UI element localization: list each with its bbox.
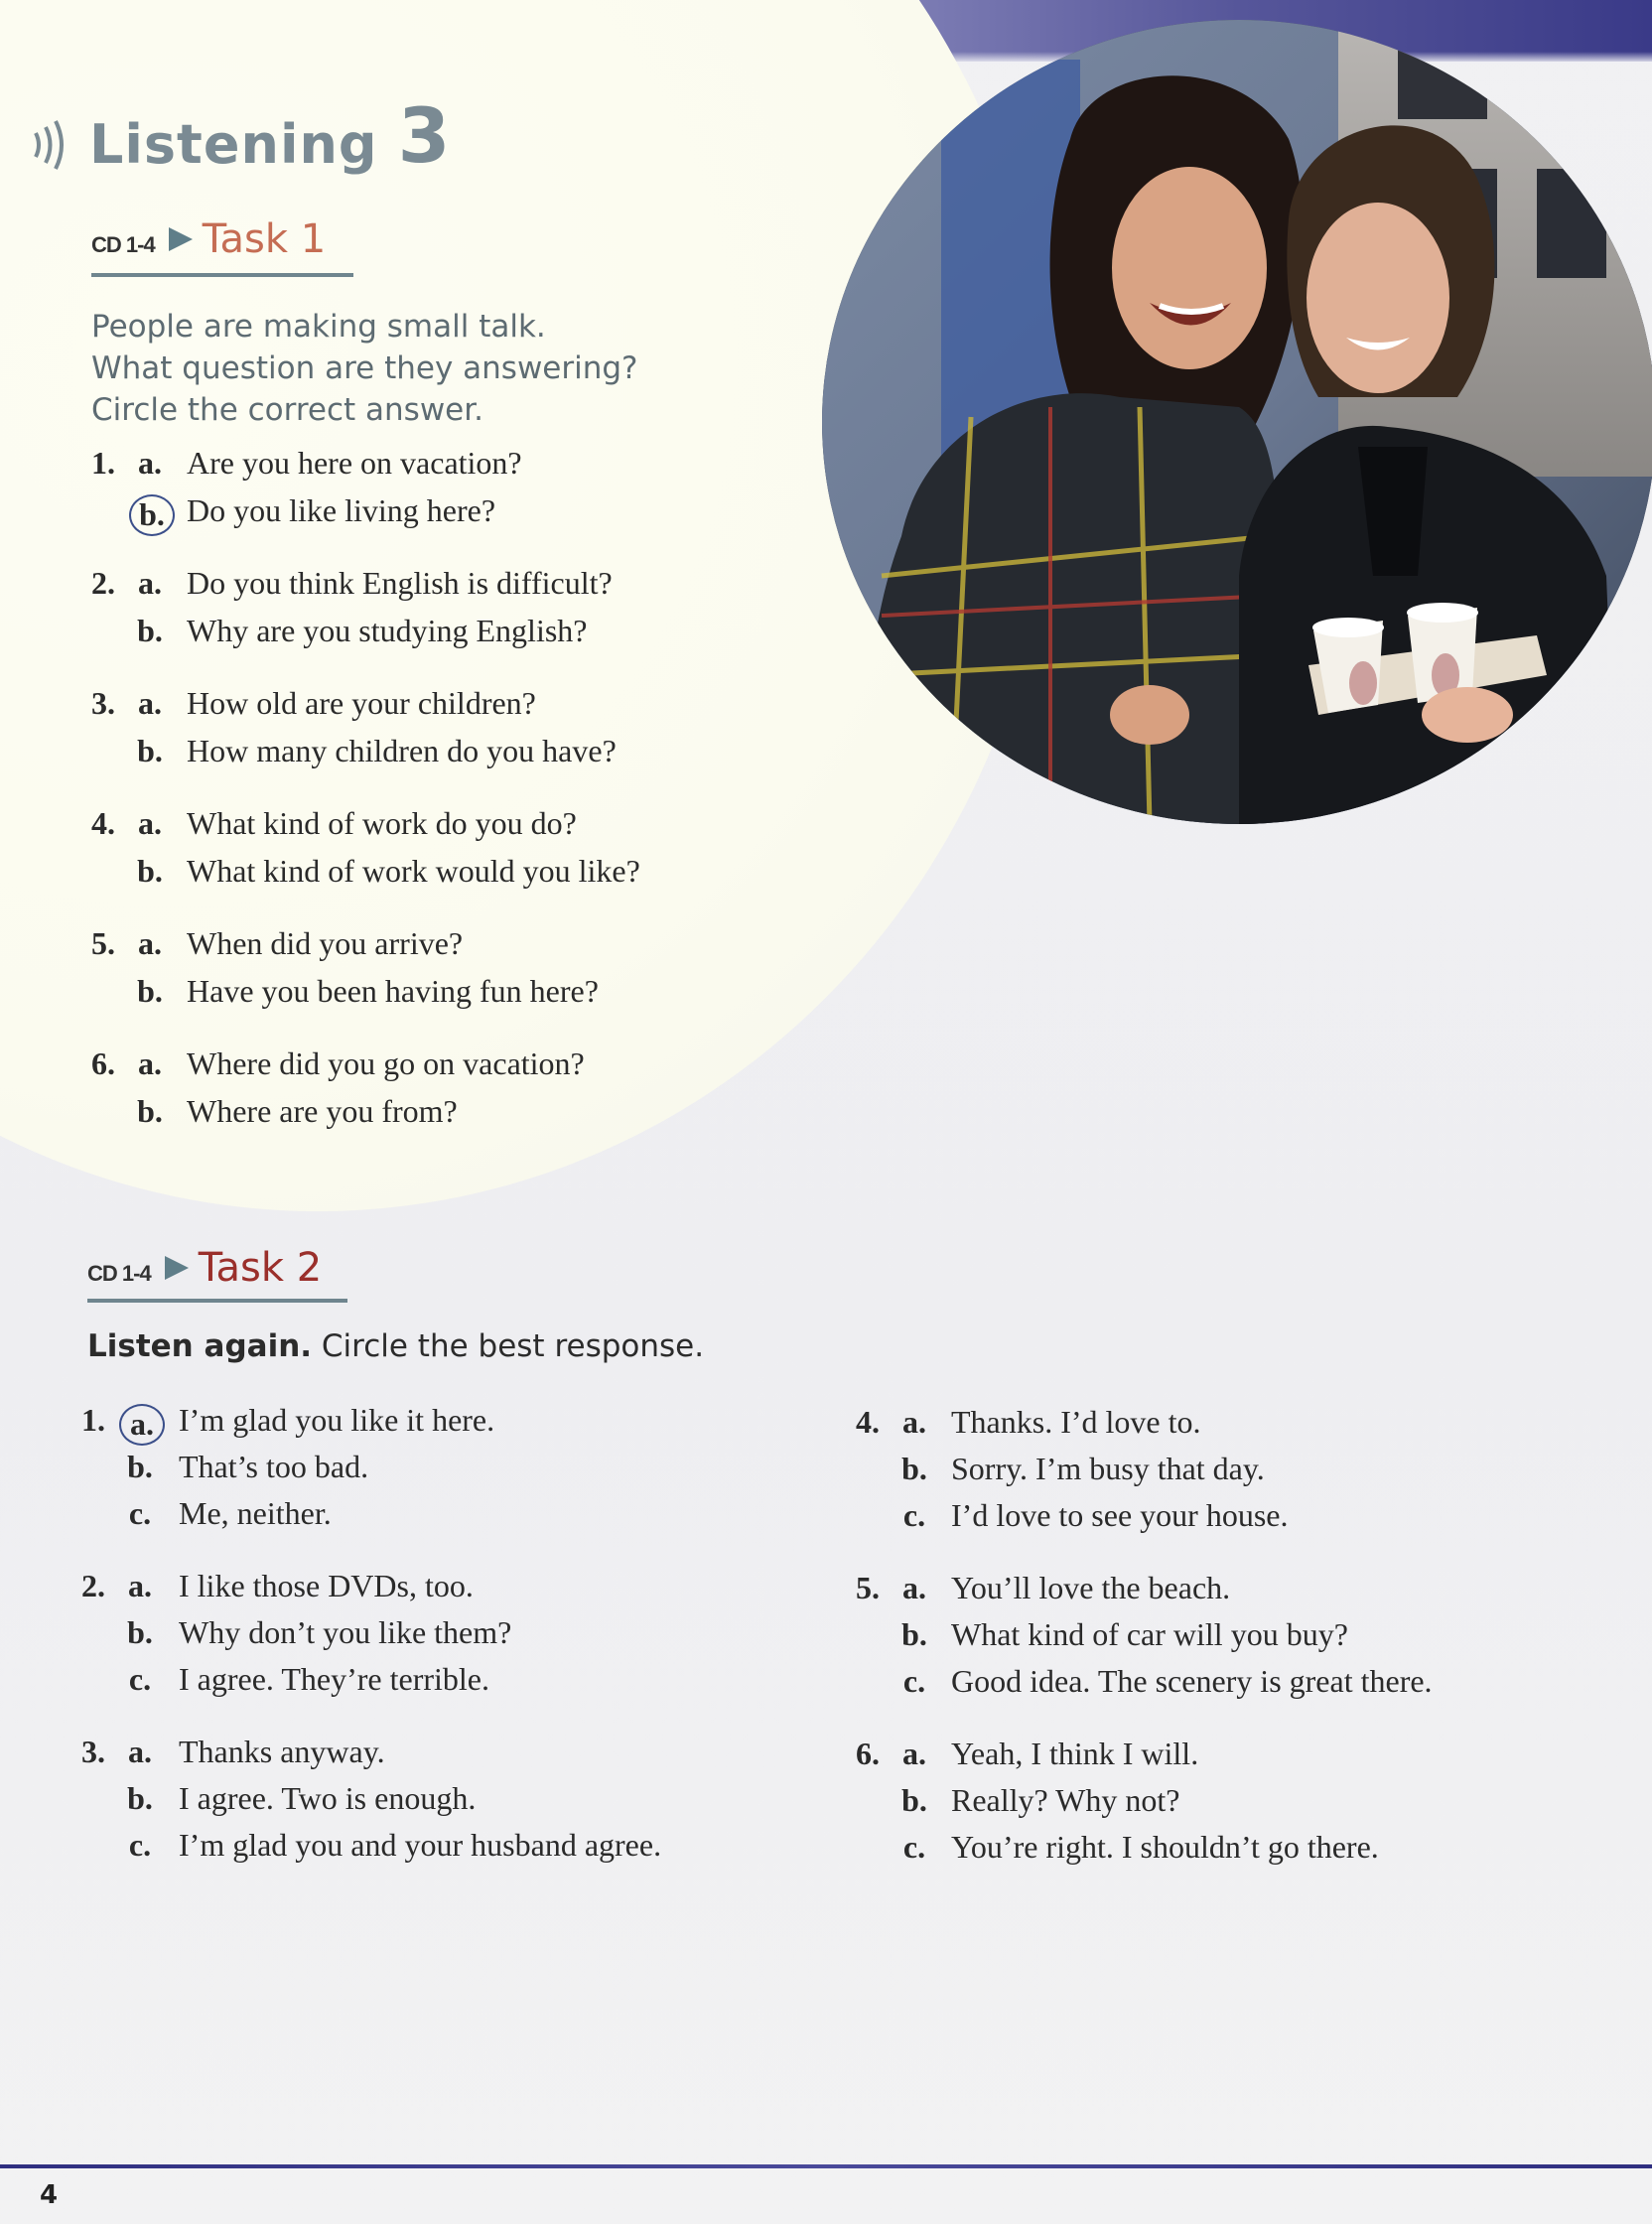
- answer-option[interactable]: [856, 1616, 1610, 1663]
- question-item: [91, 805, 727, 925]
- answer-option[interactable]: [856, 1782, 1610, 1829]
- option-letter: b.: [127, 1449, 153, 1484]
- answer-option[interactable]: [91, 685, 727, 733]
- play-arrow-icon: [167, 225, 195, 253]
- task2-label: Task 2: [198, 1245, 323, 1291]
- option-text: Why are you studying English?: [187, 613, 588, 648]
- option-text: Why don’t you like them?: [179, 1614, 512, 1650]
- option-letter: c.: [128, 1827, 152, 1863]
- question-number: 1.: [81, 1402, 105, 1438]
- option-letter: a.: [138, 925, 162, 961]
- option-text: Yeah, I think I will.: [951, 1736, 1199, 1771]
- option-text: Me, neither.: [179, 1495, 332, 1531]
- answer-option[interactable]: [91, 565, 727, 613]
- answer-option[interactable]: [91, 1093, 727, 1141]
- option-text: Do you think English is difficult?: [187, 565, 613, 601]
- option-letter: c.: [902, 1497, 926, 1533]
- question-item: [91, 445, 727, 565]
- option-text: When did you arrive?: [187, 925, 464, 961]
- task2-instructions: [87, 1328, 704, 1364]
- option-text: What kind of work do you do?: [187, 805, 577, 841]
- sound-waves-icon: [28, 115, 75, 175]
- option-text: Are you here on vacation?: [187, 445, 522, 481]
- option-text: Thanks anyway.: [179, 1734, 385, 1769]
- answer-option[interactable]: [856, 1829, 1610, 1876]
- answer-option[interactable]: [91, 445, 727, 492]
- option-letter: a.: [128, 1568, 152, 1603]
- answer-option[interactable]: [81, 1614, 776, 1661]
- answer-option[interactable]: [91, 853, 727, 901]
- question-item: [81, 1734, 776, 1899]
- option-text: I agree. Two is enough.: [179, 1780, 477, 1816]
- section-number: 3: [397, 91, 451, 180]
- answer-option[interactable]: [81, 1734, 776, 1780]
- answer-option[interactable]: [81, 1495, 776, 1542]
- option-letter: b.: [901, 1451, 927, 1486]
- question-item: [856, 1404, 1610, 1570]
- task1-question-list: [91, 445, 727, 1166]
- option-text: I’m glad you like it here.: [179, 1402, 495, 1438]
- answer-option[interactable]: [81, 1402, 776, 1449]
- task1-underline: [91, 273, 353, 277]
- option-text: Do you like living here?: [187, 492, 496, 528]
- answer-option[interactable]: [81, 1780, 776, 1827]
- question-number: 3.: [81, 1734, 105, 1769]
- answer-option[interactable]: [91, 973, 727, 1021]
- answer-option[interactable]: [856, 1451, 1610, 1497]
- question-item: [81, 1402, 776, 1568]
- question-item: [856, 1570, 1610, 1736]
- question-number: 2.: [81, 1568, 105, 1603]
- question-item: [856, 1736, 1610, 1901]
- task1-header: [91, 216, 326, 268]
- option-letter: b.: [901, 1616, 927, 1652]
- option-text: I agree. They’re terrible.: [179, 1661, 489, 1697]
- option-text: Where did you go on vacation?: [187, 1045, 585, 1081]
- answer-option[interactable]: [81, 1568, 776, 1614]
- option-letter: a.: [138, 685, 162, 721]
- option-letter: c.: [128, 1495, 152, 1531]
- option-letter: a.: [902, 1404, 926, 1440]
- option-text: That’s too bad.: [179, 1449, 369, 1484]
- option-text: Sorry. I’m busy that day.: [951, 1451, 1265, 1486]
- question-number: 4.: [91, 805, 115, 841]
- question-number: 2.: [91, 565, 115, 601]
- question-item: [91, 685, 727, 805]
- task1-instructions: [91, 306, 638, 431]
- circled-option-letter: b.: [129, 494, 175, 536]
- task1-label: Task 1: [202, 216, 327, 262]
- answer-option[interactable]: [91, 925, 727, 973]
- play-arrow-icon: [163, 1254, 191, 1282]
- circled-option-letter: a.: [119, 1404, 165, 1446]
- task2-cd-track: CD 1-4: [87, 1261, 151, 1286]
- question-number: 5.: [856, 1570, 880, 1605]
- task2-left-column: [81, 1402, 776, 1899]
- option-text: Have you been having fun here?: [187, 973, 599, 1009]
- option-text: Really? Why not?: [951, 1782, 1180, 1818]
- photo-illustration: [822, 20, 1652, 824]
- answer-option[interactable]: [856, 1404, 1610, 1451]
- answer-option[interactable]: [81, 1449, 776, 1495]
- option-text: Good idea. The scenery is great there.: [951, 1663, 1433, 1699]
- section-heading: [28, 91, 451, 180]
- answer-option[interactable]: [91, 805, 727, 853]
- question-item: [81, 1568, 776, 1734]
- task1-cd-track: CD 1-4: [91, 232, 155, 257]
- option-letter: b.: [137, 613, 163, 648]
- option-text: I like those DVDs, too.: [179, 1568, 474, 1603]
- option-text: Thanks. I’d love to.: [951, 1404, 1201, 1440]
- answer-option[interactable]: [91, 613, 727, 660]
- option-letter: a.: [128, 1734, 152, 1769]
- option-text: I’d love to see your house.: [951, 1497, 1289, 1533]
- option-letter: a.: [902, 1736, 926, 1771]
- bottom-rule: [0, 2164, 1652, 2168]
- question-number: 6.: [91, 1045, 115, 1081]
- question-number: 4.: [856, 1404, 880, 1440]
- question-number: 1.: [91, 445, 115, 481]
- answer-option[interactable]: [856, 1497, 1610, 1544]
- option-text: How many children do you have?: [187, 733, 617, 768]
- task1-instruction-line: Circle the correct answer.: [91, 392, 484, 428]
- answer-option[interactable]: [91, 733, 727, 780]
- answer-option[interactable]: [81, 1827, 776, 1874]
- task2-instruction-bold: Listen again.: [87, 1328, 313, 1364]
- option-letter: b.: [901, 1782, 927, 1818]
- question-item: [91, 925, 727, 1045]
- answer-option[interactable]: [91, 1045, 727, 1093]
- task2-underline: [87, 1299, 347, 1303]
- question-number: 5.: [91, 925, 115, 961]
- answer-option[interactable]: [856, 1663, 1610, 1710]
- option-letter: b.: [127, 1780, 153, 1816]
- answer-option[interactable]: [856, 1570, 1610, 1616]
- question-item: [91, 565, 727, 685]
- option-letter: b.: [137, 1093, 163, 1129]
- section-title: Listening: [89, 113, 378, 176]
- task2-right-column: [856, 1404, 1610, 1901]
- option-text: You’re right. I shouldn’t go there.: [951, 1829, 1379, 1865]
- option-letter: b.: [137, 973, 163, 1009]
- option-letter: a.: [138, 1045, 162, 1081]
- option-text: How old are your children?: [187, 685, 536, 721]
- page-number: 4: [40, 2180, 59, 2210]
- answer-option[interactable]: [856, 1736, 1610, 1782]
- photo-two-women-laughing: [822, 20, 1652, 824]
- question-number: 3.: [91, 685, 115, 721]
- answer-option[interactable]: [91, 492, 727, 540]
- option-letter: a.: [138, 565, 162, 601]
- task2-instruction-text: Circle the best response.: [312, 1328, 705, 1364]
- option-letter: b.: [137, 853, 163, 889]
- task2-header: [87, 1245, 322, 1297]
- option-letter: a.: [138, 445, 162, 481]
- option-letter: c.: [902, 1829, 926, 1865]
- question-number: 6.: [856, 1736, 880, 1771]
- option-text: What kind of car will you buy?: [951, 1616, 1348, 1652]
- option-text: I’m glad you and your husband agree.: [179, 1827, 662, 1863]
- task1-instruction-line: People are making small talk.: [91, 309, 546, 345]
- option-text: What kind of work would you like?: [187, 853, 640, 889]
- option-letter: b.: [137, 733, 163, 768]
- option-letter: b.: [127, 1614, 153, 1650]
- option-text: Where are you from?: [187, 1093, 458, 1129]
- option-letter: c.: [902, 1663, 926, 1699]
- option-letter: a.: [138, 805, 162, 841]
- option-letter: a.: [902, 1570, 926, 1605]
- task1-instruction-line: What question are they answering?: [91, 350, 638, 386]
- option-letter: c.: [128, 1661, 152, 1697]
- question-item: [91, 1045, 727, 1166]
- option-text: You’ll love the beach.: [951, 1570, 1231, 1605]
- answer-option[interactable]: [81, 1661, 776, 1708]
